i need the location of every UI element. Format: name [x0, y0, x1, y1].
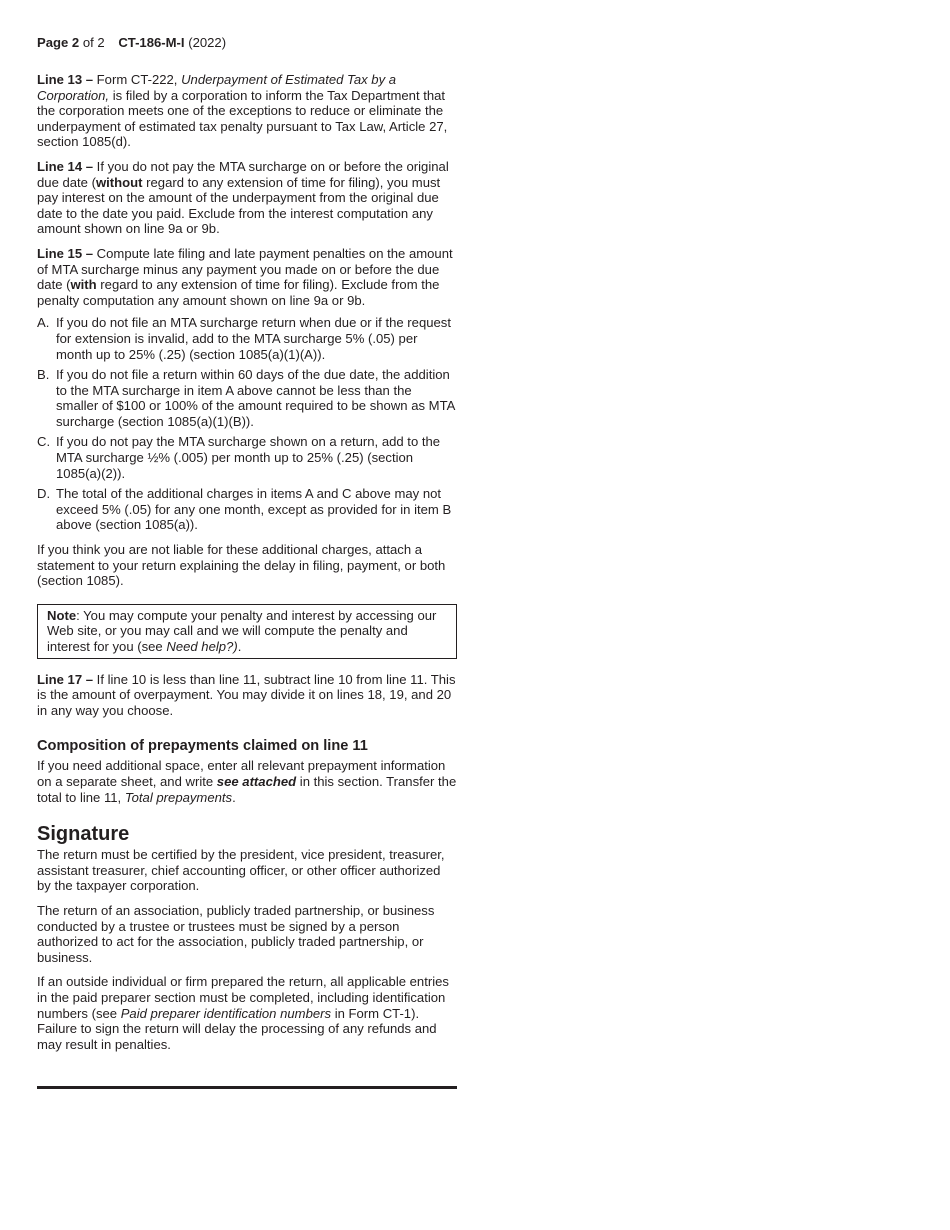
list-item: D. The total of the additional charges in items A and C above may not exceed 5% (.05) for any one month, except as provided for in item B above (section 1085(a)).: [37, 486, 452, 533]
note-label: Note: [47, 607, 77, 623]
note-text: Note: You may compute your penalty and interest by accessing our Web site, or you may call and we will compute the penalty and interest for you (see Need help?).: [47, 607, 437, 654]
form-year: (2022): [188, 35, 227, 50]
line-17-label: Line 17 –: [37, 671, 94, 687]
signature-paragraph-1: The return must be certified by the president, vice president, treasurer, assistant treasurer, chief accounting officer, or other officer authorized by the taxpayer corporation.: [37, 847, 445, 894]
penalty-items-list: [37, 315, 457, 533]
line-14-paragraph: Line 14 – If you do not pay the MTA surcharge on or before the original due date (without regard to any extension of time for filing), you must pay interest on the amount of the underpayment from the original due date to the date you paid. Exclude from the interest computation any amount shown on line 9a or 9b.: [37, 158, 449, 237]
liability-paragraph: If you think you are not liable for these additional charges, attach a statement to your return explaining the delay in filing, payment, or both (section 1085).: [37, 542, 446, 589]
prepayments-paragraph: If you need additional space, enter all relevant prepayment information on a separate sheet, and write see attached in this section. Transfer the total to line 11, Total prepayments.: [37, 758, 457, 805]
signature-paragraph-3: If an outside individual or firm prepared the return, all applicable entries in the paid preparer section must be completed, including identification numbers (see Paid preparer identification numbers in Form CT-1). Failure to sign the return will delay the processing of any refunds and may result in penalties.: [37, 974, 449, 1052]
list-item: B. If you do not file a return within 60 days of the due date, the addition to the MTA surcharge in item A above cannot be less than the smaller of $100 or 100% of the amount required to be shown as MTA surcharge (section 1085(a)(1)(B)).: [37, 367, 455, 429]
page-number: Page 2: [37, 35, 80, 50]
line-15-label: Line 15 –: [37, 245, 94, 261]
document-page: [37, 35, 457, 1089]
form-id: CT-186-M-I: [118, 35, 185, 50]
signature-heading: Signature: [37, 823, 130, 846]
signature-paragraph-2: The return of an association, publicly traded partnership, or business conducted by a trustee or trustees must be signed by a person authorized to act for the association, publicly traded partnership, or business.: [37, 902, 435, 965]
page-header: [37, 35, 457, 51]
form-ct-222-title: Underpayment of Estimated Tax by a Corporation,: [37, 72, 397, 103]
prepayments-heading: Composition of prepayments claimed on line 11: [37, 738, 368, 755]
line-15-paragraph: Line 15 – Compute late filing and late payment penalties on the amount of MTA surcharge minus any payment you made on or before the due date (with regard to any extension of time for filing). Exclude from the penalty computation any amount shown on line 9a or 9b.: [37, 245, 453, 308]
need-help-reference: Need help?): [166, 639, 238, 654]
bottom-rule: [37, 1086, 457, 1089]
page-count: of 2: [82, 35, 105, 50]
line-13-label: Line 13 –: [37, 72, 94, 87]
line-14-label: Line 14 –: [37, 158, 94, 174]
list-item: A. If you do not file an MTA surcharge return when due or if the request for extension is invalid, add to the MTA surcharge 5% (.05) per month up to 25% (.25) (section 1085(a)(1)(A)).: [37, 315, 451, 362]
line-17-paragraph: Line 17 – If line 10 is less than line 11, subtract line 10 from line 11. This is the amount of overpayment. You may divide it on lines 18, 19, and 20 in any way you choose.: [37, 671, 456, 718]
note-box: [37, 604, 457, 659]
line-13-paragraph: Line 13 – Form CT-222, Underpayment of Estimated Tax by a Corporation, is filed by a corporation to inform the Tax Department that the corporation meets one of the exceptions to reduce or eliminate the underpayment of estimated tax penalty pursuant to Tax Law, Article 27, section 1085(d).: [37, 72, 448, 150]
list-item: C. If you do not pay the MTA surcharge shown on a return, add to the MTA surcharge ½% (.005) per month up to 25% (.25) (section 1085(a)(2)).: [37, 434, 441, 481]
